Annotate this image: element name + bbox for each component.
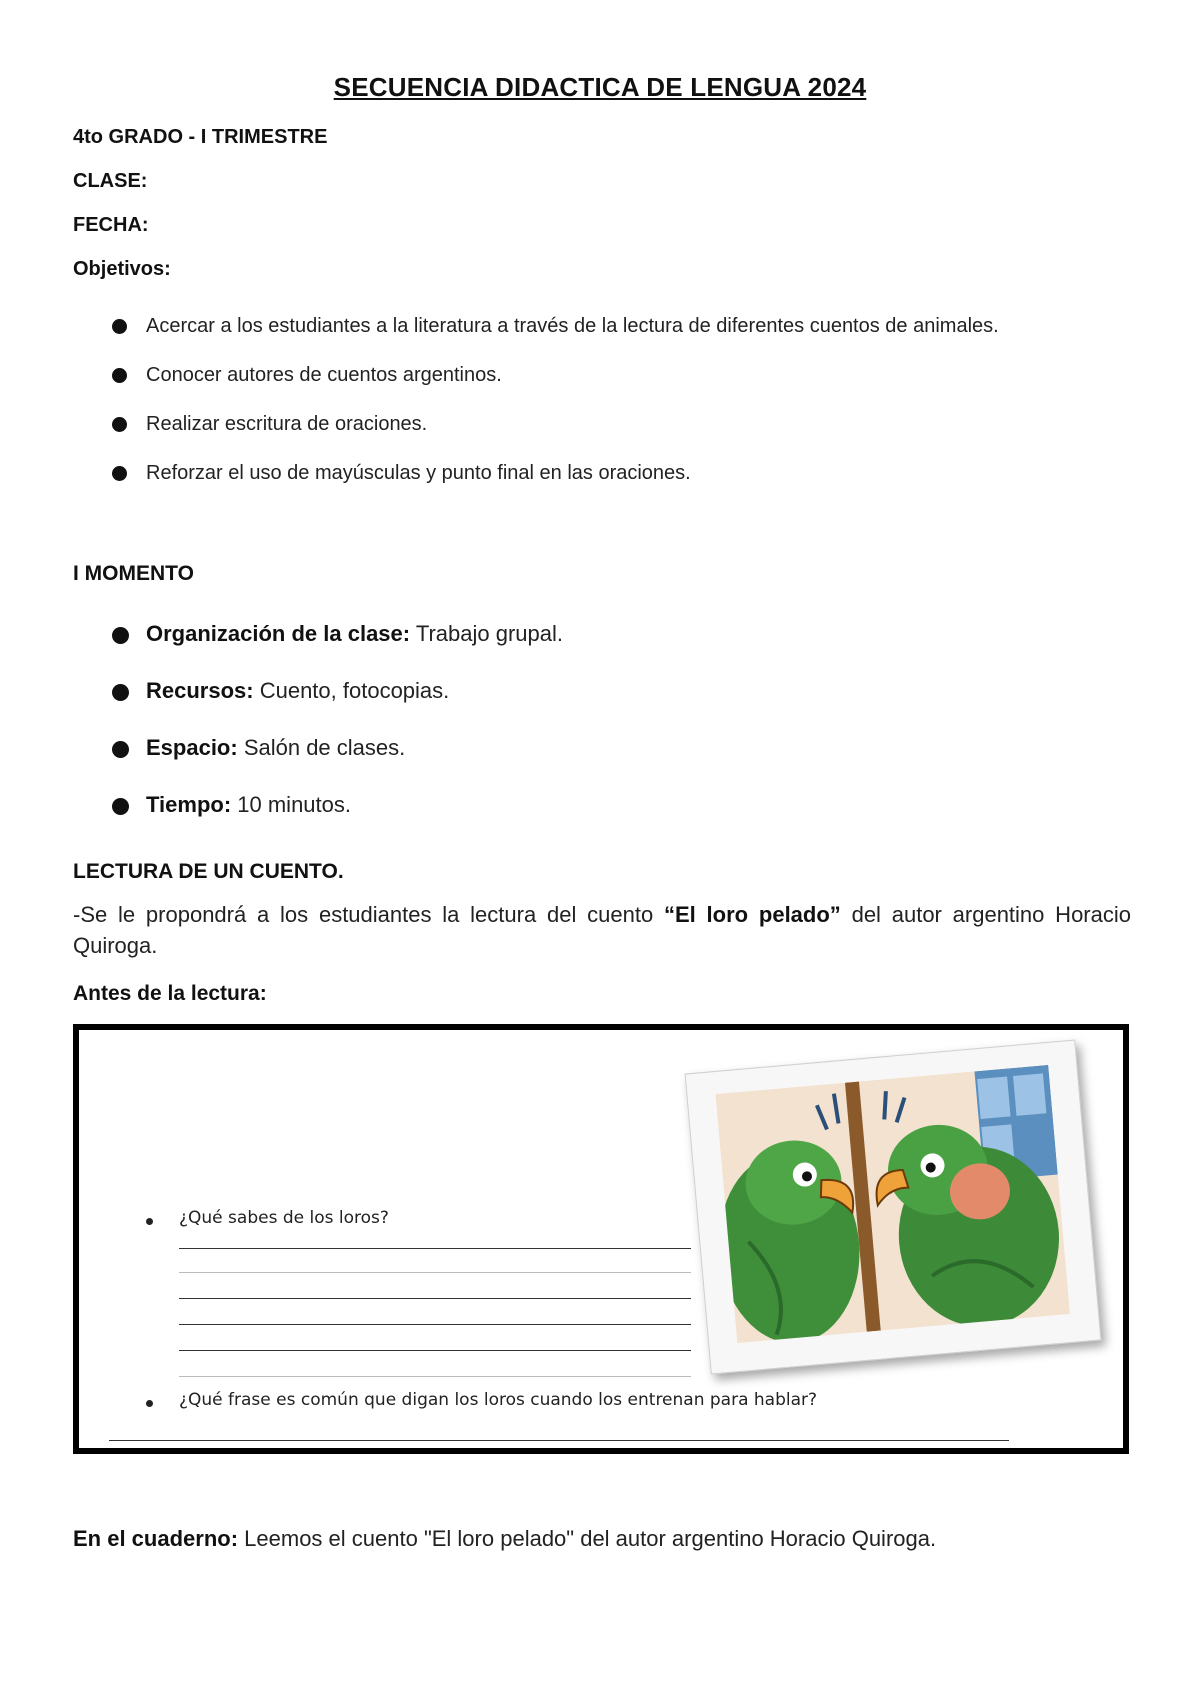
moment-title: I MOMENTO (73, 562, 194, 585)
activity-box (73, 1024, 1129, 1454)
moment-item-value: Cuento, fotocopias. (253, 678, 450, 703)
question-1: ¿Qué sabes de los loros? (179, 1208, 389, 1228)
answer-line (179, 1248, 691, 1249)
clase-label: CLASE: (73, 170, 148, 192)
answer-line (179, 1298, 691, 1299)
page-title: SECUENCIA DIDACTICA DE LENGUA 2024 (333, 72, 867, 102)
grade-line: 4to GRADO - I TRIMESTRE (73, 126, 328, 148)
moment-item-label: Recursos: (146, 678, 254, 703)
notebook-label: En el cuaderno: (73, 1526, 239, 1551)
reading-intro (73, 899, 1131, 961)
notebook-text: Leemos el cuento "El loro pelado" del autor argentino Horacio Quiroga. (238, 1526, 937, 1551)
fecha-label: FECHA: (73, 214, 149, 236)
answer-line (179, 1272, 691, 1273)
objectives-list (110, 313, 999, 509)
reading-title: LECTURA DE UN CUENTO. (73, 860, 344, 883)
moment-item-organizacion (110, 620, 563, 677)
question-2: ¿Qué frase es común que digan los loros cuando los entrenan para hablar? (179, 1390, 818, 1410)
story-title: “El loro pelado” (663, 902, 841, 927)
moment-item-recursos (110, 677, 563, 734)
answer-line (179, 1324, 691, 1325)
notebook-line (73, 1526, 936, 1552)
reading-intro-end: del autor argentino Horacio Quiroga. (73, 902, 1131, 958)
parrots-illustration (715, 1065, 1070, 1343)
bullet-dot (146, 1218, 153, 1225)
objective-item: Acercar a los estudiantes a la literatura a través de la lectura de diferentes cuentos de animales. (110, 313, 999, 362)
parrots-photo (685, 1039, 1102, 1374)
objective-item: Realizar escritura de oraciones. (110, 411, 999, 460)
moment-item-value: 10 minutos. (231, 792, 351, 817)
answer-line (179, 1350, 691, 1351)
moment-item-label: Espacio: (146, 735, 238, 760)
objective-item: Reforzar el uso de mayúsculas y punto final en las oraciones. (110, 460, 999, 509)
moment-item-label: Tiempo: (146, 792, 232, 817)
answer-line (179, 1376, 691, 1377)
moment-item-value: Trabajo grupal. (410, 621, 563, 646)
moment-list (110, 620, 563, 848)
before-reading-label: Antes de la lectura: (73, 982, 267, 1005)
moment-item-tiempo (110, 791, 563, 848)
objective-item: Conocer autores de cuentos argentinos. (110, 362, 999, 411)
bullet-dot (146, 1400, 153, 1407)
moment-item-value: Salón de clases. (237, 735, 406, 760)
moment-item-espacio (110, 734, 563, 791)
answer-line (109, 1440, 1009, 1441)
reading-intro-start: -Se le propondrá a los estudiantes la lectura del cuento (73, 902, 664, 927)
moment-item-label: Organización de la clase: (146, 621, 411, 646)
objetivos-label: Objetivos: (73, 258, 171, 280)
